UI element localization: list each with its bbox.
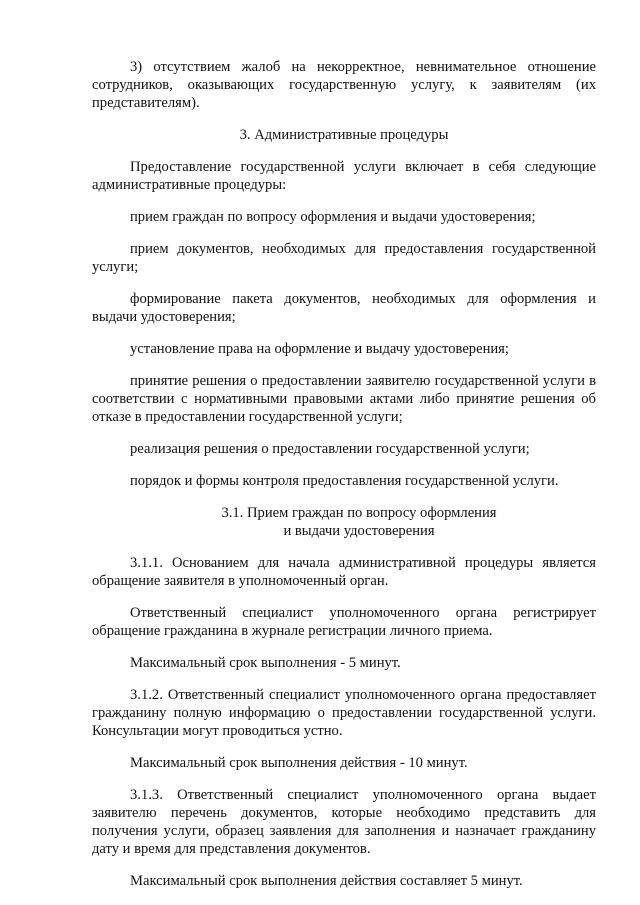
list-item-package: формирование пакета документов, необходимых для оформления и выдачи удостоверения;: [92, 291, 596, 325]
list-item-decision: принятие решения о предоставлении заявителю государственной услуги в соответствии с нормативными правовыми актами либо принятие решения об отказе в предоставлении государственной услуги;: [92, 373, 596, 425]
paragraph-max-time-5: Максимальный срок выполнения - 5 минут.: [130, 655, 401, 671]
paragraph-3-1-2: 3.1.2. Ответственный специалист уполномоченного органа предоставляет гражданину полную информацию о предоставлении государственной услуги. Консультации могут проводиться устно.: [92, 687, 596, 739]
paragraph-3-1-3: 3.1.3. Ответственный специалист уполномоченного органа выдает заявителю перечень документов, которые необходимо представить для получения услуги, образец заявления для заполнения и назначает гражданину дату и время для представления документов.: [92, 787, 596, 857]
list-item-right: установление права на оформление и выдачу удостоверения;: [130, 341, 509, 357]
section-heading-administrative-procedures: 3. Административные процедуры: [239, 127, 449, 143]
list-item-control: порядок и формы контроля предоставления государственной услуги.: [130, 473, 559, 489]
paragraph-procedures-intro: Предоставление государственной услуги включает в себя следующие административные процедуры:: [92, 159, 596, 193]
subsection-heading-line-1: 3.1. Прием граждан по вопросу оформления: [221, 505, 497, 521]
list-item-documents: прием документов, необходимых для предоставления государственной услуги;: [92, 241, 596, 275]
subsection-heading-3-1: [92, 504, 596, 540]
paragraph-max-time-10: Максимальный срок выполнения действия - 10 минут.: [130, 755, 468, 771]
paragraph-3-1-1: 3.1.1. Основанием для начала административной процедуры является обращение заявителя в уполномоченный орган.: [92, 555, 596, 589]
paragraph-complaints: 3) отсутствием жалоб на некорректное, невнимательное отношение сотрудников, оказывающих государственную услугу, к заявителям (их представителям).: [92, 59, 596, 111]
paragraph-max-time-5-final: Максимальный срок выполнения действия составляет 5 минут.: [130, 873, 523, 889]
paragraph-registration: Ответственный специалист уполномоченного органа регистрирует обращение гражданина в журнале регистрации личного приема.: [92, 605, 596, 639]
list-item-reception: прием граждан по вопросу оформления и выдачи удостоверения;: [130, 209, 536, 225]
list-item-implementation: реализация решения о предоставлении государственной услуги;: [130, 441, 530, 457]
subsection-heading-line-2: и выдачи удостоверения: [283, 523, 435, 539]
document-page: [92, 58, 596, 890]
